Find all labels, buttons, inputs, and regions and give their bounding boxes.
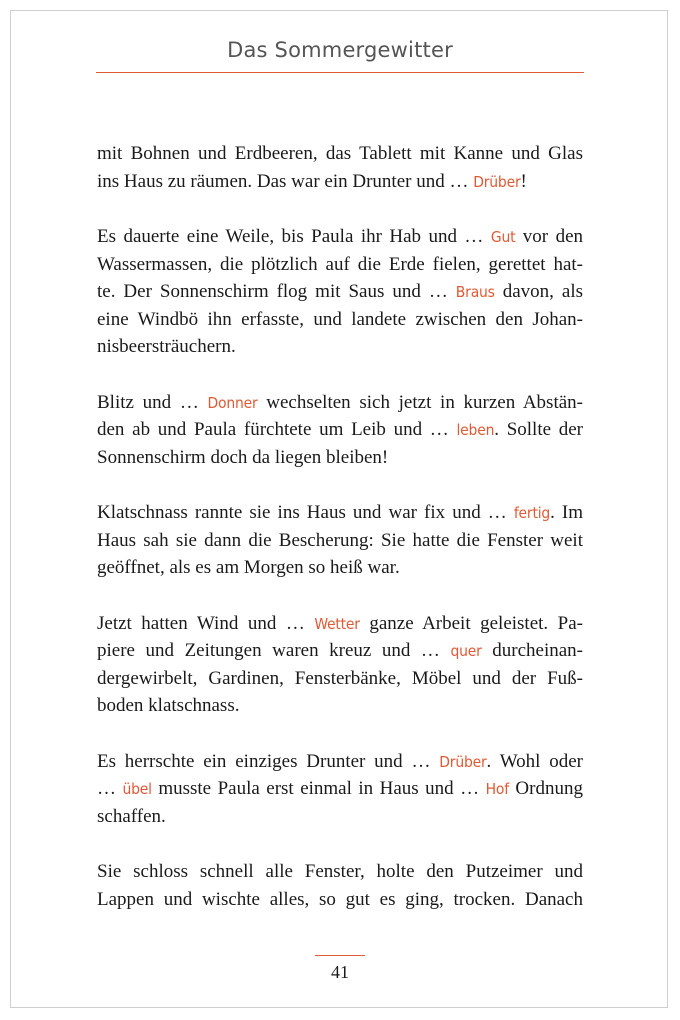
text-segment: vor den	[515, 226, 583, 247]
page-number: 41	[331, 962, 349, 982]
text-segment: Es dauerte eine Weile, bis Paula ihr Hab und …	[97, 226, 491, 247]
text-line	[97, 444, 583, 472]
highlighted-word: Gut	[490, 228, 516, 246]
text-line	[97, 333, 583, 361]
text-segment: geöffnet, als es am Morgen so heiß war.	[97, 557, 400, 578]
text-line	[97, 306, 583, 334]
running-title: Das Sommergewitter	[227, 38, 453, 62]
text-segment: eine Windbö ihn erfasste, und landete zwischen den Johan-	[97, 308, 583, 330]
highlighted-word: übel	[122, 780, 152, 798]
text-line	[97, 637, 583, 665]
text-segment: Ordnung	[508, 778, 583, 799]
text-line	[97, 389, 583, 417]
text-segment: ins Haus zu räumen. Das war ein Drunter und …	[97, 170, 474, 192]
highlighted-word: Drüber	[473, 172, 521, 191]
text-segment: . Wohl oder	[486, 750, 583, 772]
text-line	[97, 278, 583, 306]
text-segment: Blitz und …	[97, 391, 208, 413]
text-line	[97, 527, 583, 555]
text-line	[97, 140, 583, 168]
text-line	[97, 748, 583, 776]
text-line	[97, 610, 583, 638]
text-segment: Es herrschte ein einziges Drunter und …	[97, 750, 440, 772]
text-segment: . Sollte der	[494, 419, 583, 440]
text-segment: davon, als	[494, 281, 583, 302]
text-segment: piere und Zeitungen waren kreuz und …	[97, 640, 451, 661]
highlighted-word: Donner	[207, 393, 258, 412]
text-segment: wechselten sich jetzt in kurzen Abstän-	[257, 391, 583, 413]
text-segment: durcheinan-	[481, 640, 583, 661]
text-segment: mit Bohnen und Erdbeeren, das Tablett mit Kanne und Glas	[97, 143, 583, 164]
text-segment: Jetzt hatten Wind und …	[97, 612, 315, 634]
text-segment: te. Der Sonnenschirm flog mit Saus und …	[97, 281, 456, 302]
text-segment: ganze Arbeit geleistet. Pa-	[359, 612, 583, 634]
text-segment: Sonnenschirm doch da liegen bleiben!	[97, 446, 389, 468]
highlighted-word: Drüber	[439, 752, 487, 771]
paragraph	[97, 389, 583, 472]
text-segment: . Im	[550, 502, 583, 523]
footer-rule	[315, 955, 365, 956]
text-line	[97, 251, 583, 279]
paragraph	[97, 858, 583, 913]
text-segment: boden klatschnass.	[97, 695, 240, 716]
text-segment: Lappen und wischte alles, so gut es ging, trocken. Danach	[97, 888, 583, 910]
text-segment: Haus sah sie dann die Bescherung: Sie hatte die Fenster weit	[97, 529, 583, 551]
highlighted-word: Braus	[455, 283, 495, 301]
text-line	[97, 416, 583, 444]
text-line	[97, 858, 583, 886]
text-segment: nisbeersträuchern.	[97, 336, 236, 357]
text-segment: Wassermassen, die plötzlich auf die Erde fielen, gerettet hat-	[97, 253, 583, 275]
text-line	[97, 775, 583, 803]
paragraph	[97, 499, 583, 582]
highlighted-word: leben	[456, 421, 495, 439]
title-rule	[96, 72, 584, 73]
highlighted-word: Hof	[485, 780, 509, 798]
text-line	[97, 692, 583, 720]
text-line	[97, 223, 583, 251]
paragraph	[97, 140, 583, 195]
text-line	[97, 803, 583, 831]
text-segment: musste Paula erst einmal in Haus und …	[151, 778, 486, 799]
text-segment: Sie schloss schnell alle Fenster, holte den Putzeimer und	[97, 861, 583, 882]
text-line	[97, 554, 583, 582]
text-line	[97, 499, 583, 527]
text-segment: Klatschnass rannte sie ins Haus und war fix und …	[97, 502, 514, 523]
highlighted-word: fertig	[513, 504, 551, 522]
text-segment: !	[520, 170, 527, 192]
text-line	[97, 665, 583, 693]
text-segment: den ab und Paula fürchtete um Leib und …	[97, 419, 457, 440]
text-segment: …	[97, 778, 123, 799]
text-line	[97, 886, 583, 914]
paragraph	[97, 748, 583, 831]
text-line	[97, 168, 583, 196]
paragraph	[97, 610, 583, 720]
highlighted-word: quer	[450, 642, 482, 660]
paragraph	[97, 223, 583, 361]
text-segment: schaffen.	[97, 805, 166, 827]
highlighted-word: Wetter	[314, 614, 360, 633]
body-text	[97, 140, 583, 941]
text-segment: dergewirbelt, Gardinen, Fensterbänke, Möbel und der Fuß-	[97, 667, 583, 689]
